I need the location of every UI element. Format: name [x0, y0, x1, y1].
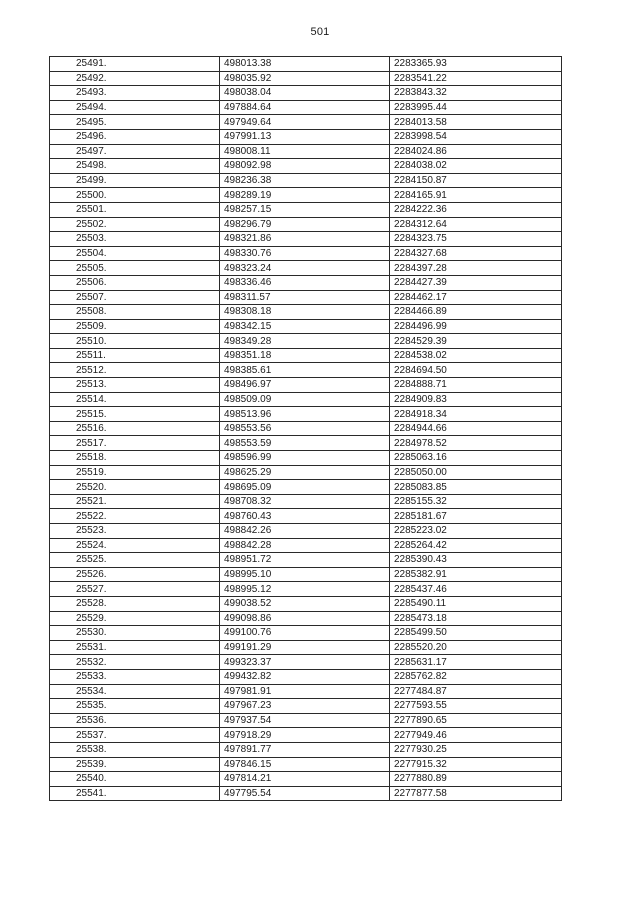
x-coordinate-cell: 497814.21: [220, 772, 390, 787]
y-coordinate-cell: 2284397.28: [390, 261, 562, 276]
table-row: [50, 144, 562, 159]
table-row: [50, 392, 562, 407]
point-id-cell: 25492.: [50, 71, 220, 86]
table-row: [50, 261, 562, 276]
x-coordinate-cell: 498760.43: [220, 509, 390, 524]
x-coordinate-cell: 498842.26: [220, 524, 390, 539]
table-row: [50, 217, 562, 232]
x-coordinate-cell: 497891.77: [220, 742, 390, 757]
table-row: [50, 232, 562, 247]
x-coordinate-cell: 498553.59: [220, 436, 390, 451]
y-coordinate-cell: 2284038.02: [390, 159, 562, 174]
x-coordinate-cell: 498035.92: [220, 71, 390, 86]
point-id-cell: 25511.: [50, 348, 220, 363]
point-id-cell: 25505.: [50, 261, 220, 276]
table-row: [50, 699, 562, 714]
page-number: 501: [310, 26, 330, 38]
y-coordinate-cell: 2285155.32: [390, 494, 562, 509]
x-coordinate-cell: 499038.52: [220, 596, 390, 611]
x-coordinate-cell: 497937.54: [220, 713, 390, 728]
x-coordinate-cell: 498342.15: [220, 319, 390, 334]
y-coordinate-cell: 2283998.54: [390, 129, 562, 144]
table-row: [50, 334, 562, 349]
table-row: [50, 57, 562, 72]
y-coordinate-cell: 2284944.66: [390, 421, 562, 436]
table-row: [50, 348, 562, 363]
table-row: [50, 757, 562, 772]
y-coordinate-cell: 2277890.65: [390, 713, 562, 728]
y-coordinate-cell: 2284538.02: [390, 348, 562, 363]
point-id-cell: 25533.: [50, 669, 220, 684]
point-id-cell: 25496.: [50, 129, 220, 144]
table-row: [50, 71, 562, 86]
y-coordinate-cell: 2284694.50: [390, 363, 562, 378]
table-row: [50, 436, 562, 451]
point-id-cell: 25527.: [50, 582, 220, 597]
table-row: [50, 290, 562, 305]
table-row: [50, 378, 562, 393]
x-coordinate-cell: 498842.28: [220, 538, 390, 553]
y-coordinate-cell: 2285083.85: [390, 480, 562, 495]
point-id-cell: 25522.: [50, 509, 220, 524]
table-row: [50, 786, 562, 801]
y-coordinate-cell: 2285223.02: [390, 524, 562, 539]
point-id-cell: 25526.: [50, 567, 220, 582]
point-id-cell: 25491.: [50, 57, 220, 72]
y-coordinate-cell: 2285631.17: [390, 655, 562, 670]
point-id-cell: 25529.: [50, 611, 220, 626]
x-coordinate-cell: 498257.15: [220, 202, 390, 217]
x-coordinate-cell: 498323.24: [220, 261, 390, 276]
y-coordinate-cell: 2285063.16: [390, 451, 562, 466]
point-id-cell: 25538.: [50, 742, 220, 757]
point-id-cell: 25512.: [50, 363, 220, 378]
y-coordinate-cell: 2283843.32: [390, 86, 562, 101]
point-id-cell: 25519.: [50, 465, 220, 480]
y-coordinate-cell: 2284466.89: [390, 305, 562, 320]
x-coordinate-cell: 498013.38: [220, 57, 390, 72]
table-row: [50, 553, 562, 568]
x-coordinate-cell: 498509.09: [220, 392, 390, 407]
table-row: [50, 129, 562, 144]
point-id-cell: 25524.: [50, 538, 220, 553]
table-row: [50, 509, 562, 524]
point-id-cell: 25501.: [50, 202, 220, 217]
point-id-cell: 25509.: [50, 319, 220, 334]
table-row: [50, 742, 562, 757]
table-row: [50, 772, 562, 787]
x-coordinate-cell: 498995.10: [220, 567, 390, 582]
point-id-cell: 25500.: [50, 188, 220, 203]
table-row: [50, 451, 562, 466]
y-coordinate-cell: 2285437.46: [390, 582, 562, 597]
x-coordinate-cell: 497846.15: [220, 757, 390, 772]
y-coordinate-cell: 2277593.55: [390, 699, 562, 714]
point-id-cell: 25508.: [50, 305, 220, 320]
point-id-cell: 25539.: [50, 757, 220, 772]
table-row: [50, 188, 562, 203]
table-row: [50, 669, 562, 684]
y-coordinate-cell: 2285499.50: [390, 626, 562, 641]
x-coordinate-cell: 499191.29: [220, 640, 390, 655]
x-coordinate-cell: 498596.99: [220, 451, 390, 466]
y-coordinate-cell: 2284327.68: [390, 246, 562, 261]
y-coordinate-cell: 2285473.18: [390, 611, 562, 626]
point-id-cell: 25516.: [50, 421, 220, 436]
table-row: [50, 275, 562, 290]
x-coordinate-cell: 497967.23: [220, 699, 390, 714]
y-coordinate-cell: 2284013.58: [390, 115, 562, 130]
x-coordinate-cell: 498308.18: [220, 305, 390, 320]
x-coordinate-cell: 498951.72: [220, 553, 390, 568]
x-coordinate-cell: 498995.12: [220, 582, 390, 597]
point-id-cell: 25520.: [50, 480, 220, 495]
table-row: [50, 626, 562, 641]
point-id-cell: 25541.: [50, 786, 220, 801]
table-row: [50, 640, 562, 655]
y-coordinate-cell: 2285181.67: [390, 509, 562, 524]
x-coordinate-cell: 498321.86: [220, 232, 390, 247]
y-coordinate-cell: 2283541.22: [390, 71, 562, 86]
x-coordinate-cell: 498330.76: [220, 246, 390, 261]
y-coordinate-cell: 2284978.52: [390, 436, 562, 451]
point-id-cell: 25510.: [50, 334, 220, 349]
y-coordinate-cell: 2284312.64: [390, 217, 562, 232]
point-id-cell: 25507.: [50, 290, 220, 305]
point-id-cell: 25523.: [50, 524, 220, 539]
y-coordinate-cell: 2283365.93: [390, 57, 562, 72]
y-coordinate-cell: 2277484.87: [390, 684, 562, 699]
point-id-cell: 25514.: [50, 392, 220, 407]
x-coordinate-cell: 497991.13: [220, 129, 390, 144]
y-coordinate-cell: 2285762.82: [390, 669, 562, 684]
y-coordinate-cell: 2285264.42: [390, 538, 562, 553]
table-row: [50, 713, 562, 728]
x-coordinate-cell: 498092.98: [220, 159, 390, 174]
y-coordinate-cell: 2284909.83: [390, 392, 562, 407]
point-id-cell: 25506.: [50, 275, 220, 290]
y-coordinate-cell: 2284888.71: [390, 378, 562, 393]
y-coordinate-cell: 2284427.39: [390, 275, 562, 290]
point-id-cell: 25518.: [50, 451, 220, 466]
y-coordinate-cell: 2284222.36: [390, 202, 562, 217]
table-row: [50, 567, 562, 582]
point-id-cell: 25494.: [50, 100, 220, 115]
point-id-cell: 25531.: [50, 640, 220, 655]
x-coordinate-cell: 498625.29: [220, 465, 390, 480]
table-row: [50, 115, 562, 130]
y-coordinate-cell: 2284165.91: [390, 188, 562, 203]
point-id-cell: 25493.: [50, 86, 220, 101]
table-row: [50, 86, 562, 101]
x-coordinate-cell: 498349.28: [220, 334, 390, 349]
x-coordinate-cell: 499100.76: [220, 626, 390, 641]
y-coordinate-cell: 2284150.87: [390, 173, 562, 188]
y-coordinate-cell: 2284323.75: [390, 232, 562, 247]
point-id-cell: 25525.: [50, 553, 220, 568]
y-coordinate-cell: 2284462.17: [390, 290, 562, 305]
coordinates-table: [49, 56, 562, 801]
y-coordinate-cell: 2277880.89: [390, 772, 562, 787]
table-row: [50, 173, 562, 188]
x-coordinate-cell: 498695.09: [220, 480, 390, 495]
point-id-cell: 25502.: [50, 217, 220, 232]
x-coordinate-cell: 498351.18: [220, 348, 390, 363]
table-row: [50, 363, 562, 378]
table-row: [50, 611, 562, 626]
x-coordinate-cell: 498708.32: [220, 494, 390, 509]
x-coordinate-cell: 497981.91: [220, 684, 390, 699]
table-row: [50, 596, 562, 611]
point-id-cell: 25521.: [50, 494, 220, 509]
x-coordinate-cell: 497795.54: [220, 786, 390, 801]
x-coordinate-cell: 499432.82: [220, 669, 390, 684]
point-id-cell: 25530.: [50, 626, 220, 641]
point-id-cell: 25497.: [50, 144, 220, 159]
point-id-cell: 25534.: [50, 684, 220, 699]
y-coordinate-cell: 2285490.11: [390, 596, 562, 611]
y-coordinate-cell: 2277915.32: [390, 757, 562, 772]
x-coordinate-cell: 499323.37: [220, 655, 390, 670]
table-row: [50, 494, 562, 509]
table-row: [50, 305, 562, 320]
x-coordinate-cell: 497884.64: [220, 100, 390, 115]
point-id-cell: 25513.: [50, 378, 220, 393]
table-row: [50, 100, 562, 115]
table-row: [50, 246, 562, 261]
y-coordinate-cell: 2283995.44: [390, 100, 562, 115]
point-id-cell: 25537.: [50, 728, 220, 743]
y-coordinate-cell: 2285382.91: [390, 567, 562, 582]
x-coordinate-cell: 497918.29: [220, 728, 390, 743]
x-coordinate-cell: 499098.86: [220, 611, 390, 626]
x-coordinate-cell: 497949.64: [220, 115, 390, 130]
x-coordinate-cell: 498289.19: [220, 188, 390, 203]
point-id-cell: 25528.: [50, 596, 220, 611]
table-row: [50, 480, 562, 495]
table-row: [50, 421, 562, 436]
y-coordinate-cell: 2284918.34: [390, 407, 562, 422]
point-id-cell: 25495.: [50, 115, 220, 130]
y-coordinate-cell: 2277930.25: [390, 742, 562, 757]
point-id-cell: 25515.: [50, 407, 220, 422]
table-row: [50, 582, 562, 597]
table-row: [50, 684, 562, 699]
x-coordinate-cell: 498385.61: [220, 363, 390, 378]
table-row: [50, 159, 562, 174]
x-coordinate-cell: 498008.11: [220, 144, 390, 159]
point-id-cell: 25503.: [50, 232, 220, 247]
x-coordinate-cell: 498038.04: [220, 86, 390, 101]
x-coordinate-cell: 498513.96: [220, 407, 390, 422]
table-row: [50, 728, 562, 743]
table-row: [50, 202, 562, 217]
point-id-cell: 25532.: [50, 655, 220, 670]
y-coordinate-cell: 2277877.58: [390, 786, 562, 801]
y-coordinate-cell: 2284024.86: [390, 144, 562, 159]
table-row: [50, 538, 562, 553]
table-row: [50, 524, 562, 539]
point-id-cell: 25517.: [50, 436, 220, 451]
table-row: [50, 407, 562, 422]
y-coordinate-cell: 2285520.20: [390, 640, 562, 655]
point-id-cell: 25540.: [50, 772, 220, 787]
table-row: [50, 465, 562, 480]
x-coordinate-cell: 498553.56: [220, 421, 390, 436]
y-coordinate-cell: 2284529.39: [390, 334, 562, 349]
point-id-cell: 25499.: [50, 173, 220, 188]
point-id-cell: 25536.: [50, 713, 220, 728]
x-coordinate-cell: 498336.46: [220, 275, 390, 290]
point-id-cell: 25535.: [50, 699, 220, 714]
table-row: [50, 319, 562, 334]
x-coordinate-cell: 498311.57: [220, 290, 390, 305]
x-coordinate-cell: 498496.97: [220, 378, 390, 393]
point-id-cell: 25504.: [50, 246, 220, 261]
point-id-cell: 25498.: [50, 159, 220, 174]
y-coordinate-cell: 2284496.99: [390, 319, 562, 334]
y-coordinate-cell: 2277949.46: [390, 728, 562, 743]
coordinates-table-body: [50, 57, 562, 801]
x-coordinate-cell: 498296.79: [220, 217, 390, 232]
table-row: [50, 655, 562, 670]
x-coordinate-cell: 498236.38: [220, 173, 390, 188]
y-coordinate-cell: 2285390.43: [390, 553, 562, 568]
y-coordinate-cell: 2285050.00: [390, 465, 562, 480]
